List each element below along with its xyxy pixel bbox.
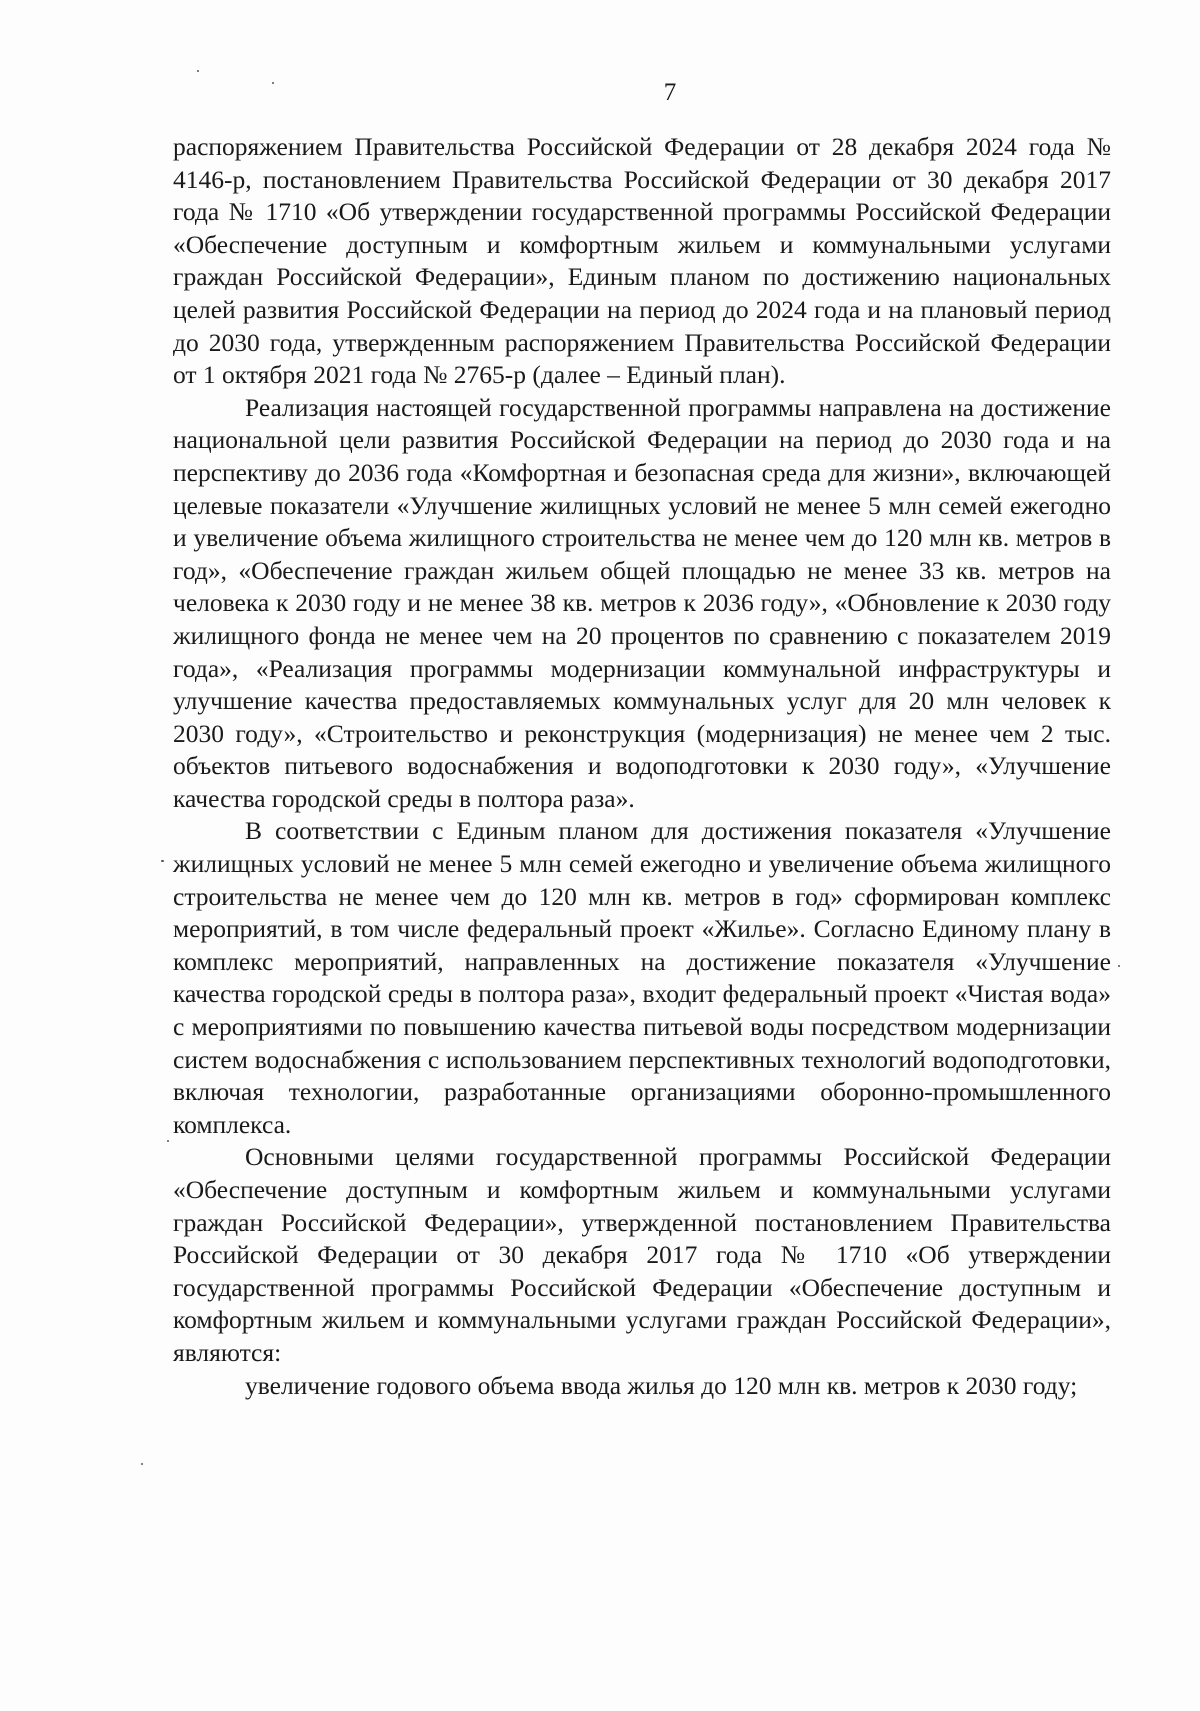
scan-speck [141,1463,143,1465]
scan-speck [197,70,199,72]
paragraph-continuation: распоряжением Правительства Российской Федерации от 28 декабря 2024 года № 4146-р, постановлением Правительства Российской Федерации от 30 декабря 2017 года № 1710 «Об утверждении государственной программы Российской Федерации «Обеспечение доступным и комфортным жильем и коммунальными услугами граждан Российской Федерации», Единым планом по достижению национальных целей развития Российской Федерации на период до 2024 года и на плановый период до 2030 года, утвержденным распоряжением Правительства Российской Федерации от 1 октября 2021 года № 2765-р (далее – Единый план). [173,132,1111,390]
scan-speck [161,860,164,862]
paragraph-program-goals: Основными целями государственной программы Российской Федерации «Обеспечение доступным и комфортным жильем и коммунальными услугами граждан Российской Федерации», утвержденной постановлением Правительства Российской Федерации от 30 декабря 2017 года № 1710 «Об утверждении государственной программы Российской Федерации «Обеспечение доступным и комфортным жильем и коммунальными услугами граждан Российской Федерации», являются: [173,1142,1111,1367]
scan-speck [167,1140,169,1142]
paragraph-national-goal: Реализация настоящей государственной программы направлена на достижение национальной цели развития Российской Федерации на период до 2030 года и на перспективу до 2036 года «Комфортная и безопасная среда для жизни», включающей целевые показатели «Улучшение жилищных условий не менее 5 млн семей ежегодно и увеличение объема жилищного строительства не менее чем до 120 млн кв. метров в год», «Обеспечение граждан жильем общей площадью не менее 33 кв. метров на человека к 2030 году и не менее 38 кв. метров к 2036 году», «Обновление к 2030 году жилищного фонда не менее чем на 20 процентов по сравнению с показателем 2019 года», «Реализация программы модернизации коммунальной инфраструктуры и улучшение качества предоставляемых коммунальных услуг для 20 млн человек к 2030 году», «Строительство и реконструкция (модернизация) не менее чем 2 тыс. объектов питьевого водоснабжения и водоподготовки к 2030 году», «Улучшение качества городской среды в полтора раза». [173,392,1111,813]
document-body [173,131,1111,1402]
page-number: 7 [663,79,677,106]
paragraph-unified-plan: В соответствии с Единым планом для достижения показателя «Улучшение жилищных условий не менее 5 млн семей ежегодно и увеличение объема жилищного строительства не менее чем до 120 млн кв. метров в год» сформирован комплекс мероприятий, в том числе федеральный проект «Жилье». Согласно Единому плану в комплекс мероприятий, направленных на достижение показателя «Улучшение качества городской среды в полтора раза», входит федеральный проект «Чистая вода» с мероприятиями по повышению качества питьевой воды посредством модернизации систем водоснабжения с использованием перспективных технологий водоподготовки, включая технологии, разработанные организациями оборонно-промышленного комплекса. [173,816,1111,1139]
scan-speck [1118,965,1120,967]
paragraph-goal-item: увеличение годового объема ввода жилья до 120 млн кв. метров к 2030 году; [245,1370,1078,1400]
